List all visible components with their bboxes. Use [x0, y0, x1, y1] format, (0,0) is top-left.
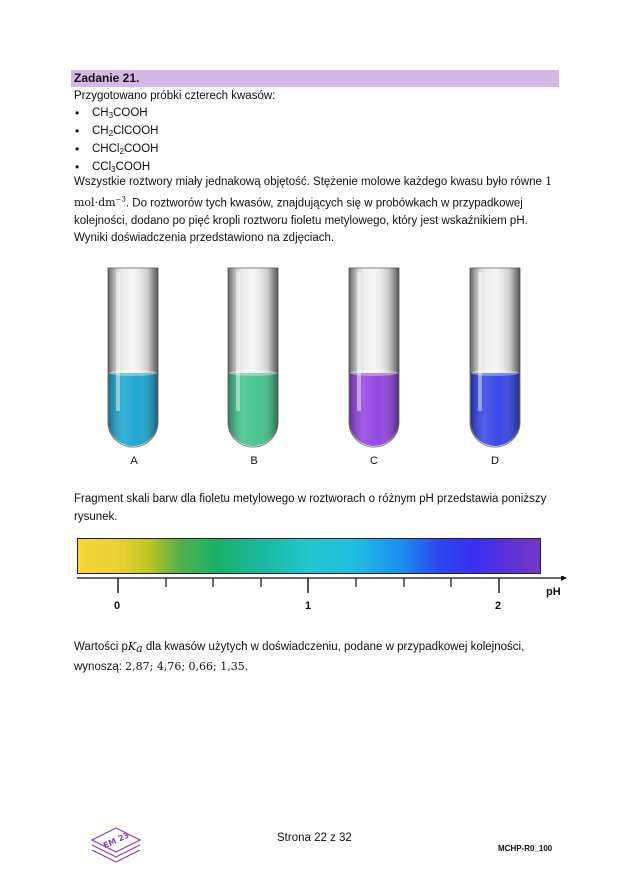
acid-list [74, 104, 158, 176]
test-tube-a [108, 268, 158, 447]
acid-item: • CCl$_3$COOH [74, 158, 158, 176]
acid-item: • $CH_2ClCOOH$ [74, 122, 158, 140]
test-tubes-photo [70, 262, 560, 474]
task-intro: Przygotowano próbki czterech kwasów: [74, 90, 276, 102]
ph-axis [77, 576, 567, 616]
tube-label-c: C [370, 455, 378, 467]
tube-label-b: B [250, 455, 258, 467]
exam-code: MCHP-R0_100 [498, 844, 553, 853]
task-title: Zadanie 21. [74, 71, 140, 85]
ph-axis-label: pH [546, 586, 561, 598]
scale-caption: Fragment skali barw dla fioletu metylowego w roztworach o różnym pH przedstawia poniższy rysunek. [74, 493, 547, 523]
pka-values: 2,87; 4,76; 0,66; 1,35. [125, 660, 249, 673]
test-tube-d [470, 268, 520, 447]
task-header [71, 70, 559, 87]
pka-statement: Wartości $pK_a$ dla kwasów użytych w doświadczeniu, podane w przypadkowej kolejności, wynoszą: 2,87; 4,76; 0,66; 1,35. [74, 640, 525, 673]
test-tube-c [349, 268, 399, 447]
page-number: Strona 22 z 32 [277, 832, 352, 844]
ph-tick-1: 1 [305, 600, 312, 612]
concentration-value: 1 $mol\cdot dm^{-3}$ [74, 175, 553, 210]
acid-item: • CHCl$_2$COOH [74, 140, 158, 158]
ph-color-scale [77, 538, 541, 574]
tube-label-a: A [130, 455, 138, 467]
test-tube-b [228, 268, 278, 447]
ph-tick-2: 2 [495, 600, 502, 612]
experiment-description: Wszystkie roztwory miały jednakową objętość. Stężenie molowe każdego kwasu było równe 1 $mol\cdot dm^{-3}$. Do roztworów tych kwasów, znajdujących się w probówkach w przypadkowej kolejności, dodano po pięć kropli roztworu fioletu metylowego, który jest wskaźnikiem pH. Wyniki doświadczenia przedstawiono na zdjęciach. [74, 175, 553, 245]
cke-logo [88, 826, 144, 866]
acid-item: • $CH_3COOH$ [74, 104, 158, 122]
ph-tick-0: 0 [114, 600, 121, 612]
svg-text:EM 23: EM 23 [101, 830, 131, 851]
tube-label-d: D [491, 455, 499, 467]
